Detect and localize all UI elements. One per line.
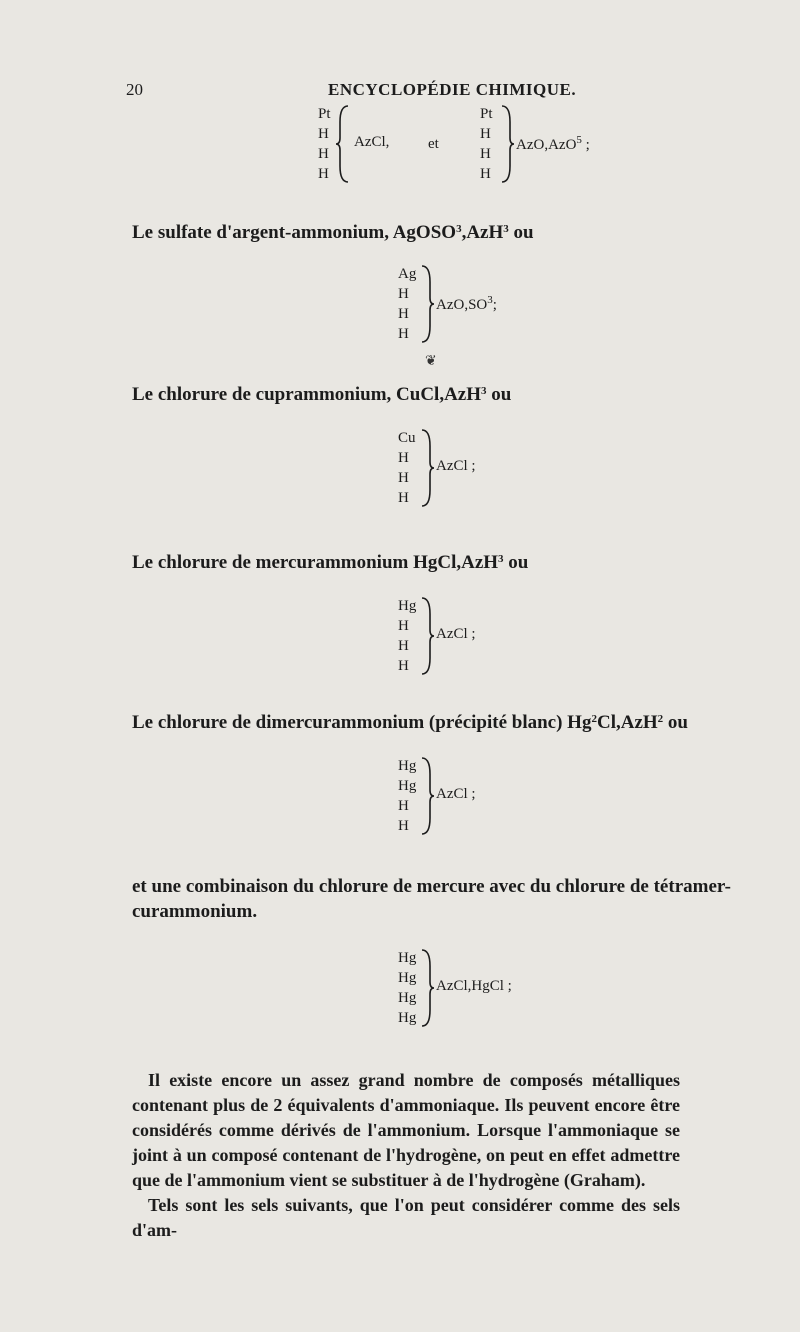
atom: H [318,166,329,182]
atom: Pt [318,106,331,122]
atom: H [398,306,409,322]
page-header [126,80,686,106]
atom: Hg [398,950,417,966]
caption-tetramercurammonium-cont: curammonium. [132,901,258,922]
formula-atoms [398,264,416,344]
atom: H [398,818,409,834]
formula-dimercurammonium [398,756,518,838]
formula-platinum-nitrate [480,104,620,186]
formula-rhs: AzCl ; [436,786,476,802]
formula-silver-ammonium [398,264,538,346]
atom: H [398,450,409,466]
atom: H [398,618,409,634]
caption-cuprammonium-chloride: Le chlorure de cuprammonium, CuCl,AzH$^3$ ou [132,384,512,405]
atom: Cu [398,430,416,446]
caption-silver-ammonium-sulfate: Le sulfate d'argent-ammonium, AgOSO$^3$,AzH$^3$ ou [132,222,534,243]
formula-rhs: AzCl ; [436,458,476,474]
connector-et: et [428,136,439,152]
atom: H [480,126,491,142]
formula-atoms [398,756,416,836]
brace-icon [418,428,434,508]
formula-atoms [318,104,331,184]
atom: Ag [398,266,417,282]
caption-tetramercurammonium: et une combinaison du chlorure de mercure avec du chlorure de tétramer- [132,876,731,897]
atom: H [318,126,329,142]
running-title: ENCYCLOPÉDIE CHIMIQUE. [328,80,577,99]
formula-atoms [398,948,416,1028]
atom: Hg [398,598,417,614]
atom: H [398,798,409,814]
atom: H [398,470,409,486]
formula-rhs: AzCl, [354,134,390,150]
formula-atoms [398,428,416,508]
formula-mercurammonium [398,596,518,678]
body-text [132,1068,680,1243]
paragraph: Il existe encore un assez grand nombre de composés métalliques contenant plus de 2 équivalents d'ammoniaque. Ils peuvent encore être considérés comme dérivés de l'ammonium. Lorsque l'ammoniaque se joint à un composé contenant de l'hydrogène, on peut en effet admettre que de l'ammonium vient se substituer à de l'hydrogène (Graham). [132,1070,680,1190]
caption-dimercurammonium-chloride: Le chlorure de dimercurammonium (précipité blanc) Hg$^2$Cl,AzH$^2$ ou [132,712,688,733]
atom: Hg [398,758,417,774]
brace-icon [498,104,514,184]
caption-mercurammonium-chloride: Le chlorure de mercurammonium HgCl,AzH$^3$ ou [132,552,529,573]
formula-atoms [480,104,493,184]
atom: H [318,146,329,162]
paragraph: Tels sont les sels suivants, que l'on peut considérer comme des sels d'am- [132,1195,680,1240]
brace-icon [418,756,434,836]
atom: Pt [480,106,493,122]
brace-icon [336,104,352,184]
atom: Hg [398,990,417,1006]
atom: H [398,286,409,302]
brace-icon [418,596,434,676]
atom: H [398,490,409,506]
formula-platinum-chloride [318,104,418,186]
atom: Hg [398,778,417,794]
formula-rhs: AzCl ; [436,626,476,642]
brace-icon [418,264,434,344]
atom: H [398,326,409,342]
formula-rhs: AzCl,HgCl ; [436,978,512,994]
formula-rhs: $AzO,SO^3$; [436,294,497,313]
formula-cuprammonium [398,428,518,510]
atom: H [480,166,491,182]
atom: Hg [398,970,417,986]
formula-atoms [398,596,416,676]
page-number: 20 [126,80,143,99]
formula-tetramercurammonium [398,948,558,1030]
atom: H [398,658,409,674]
brace-icon [418,948,434,1028]
formula-rhs: AzO,AzO$^5$ ; [516,134,590,153]
atom: Hg [398,1010,417,1026]
ink-stain-icon: ❦ [425,354,437,369]
atom: H [398,638,409,654]
atom: H [480,146,491,162]
